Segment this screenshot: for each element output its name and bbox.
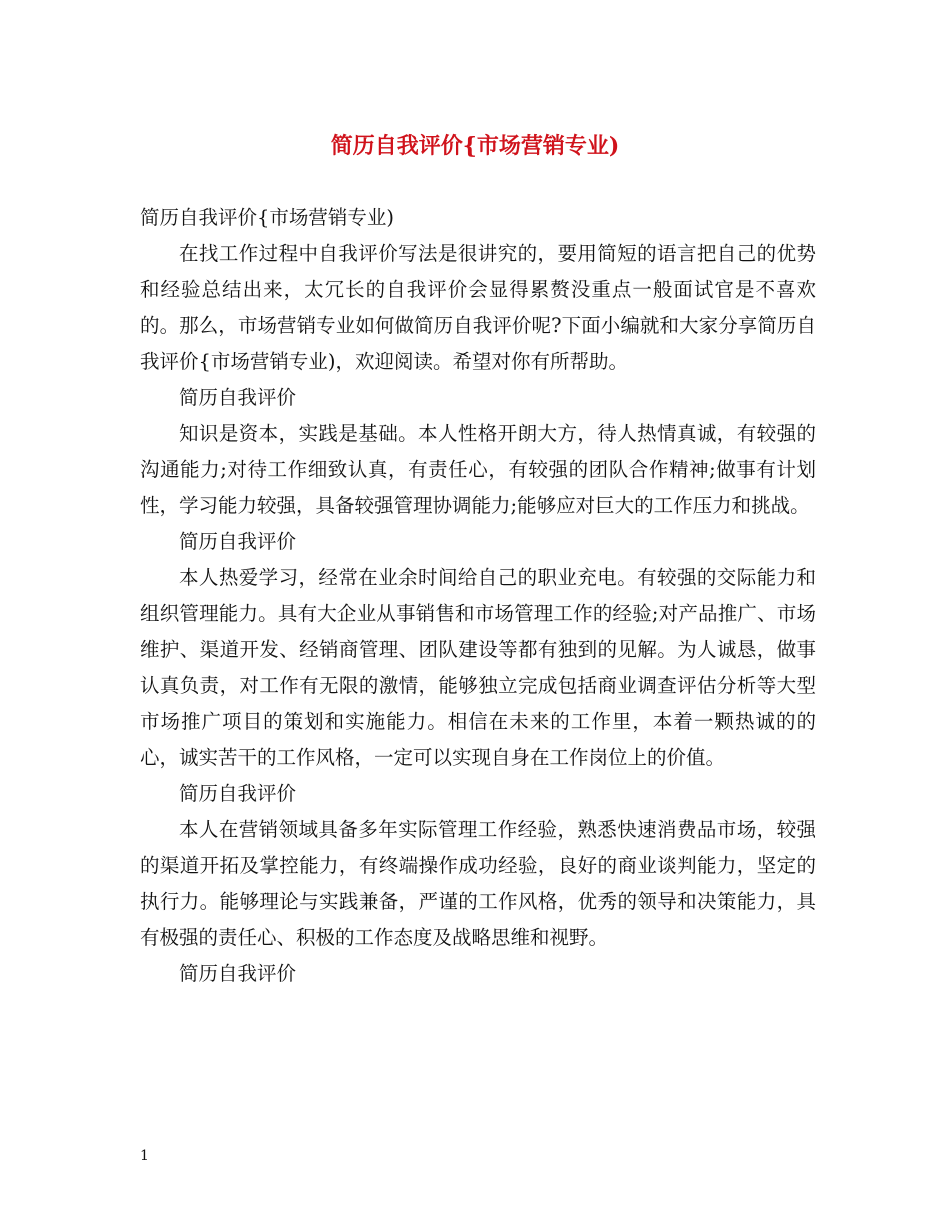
paragraph-evaluation-2: 本人热爱学习，经常在业余时间给自己的职业充电。有较强的交际能力和组织管理能力。具有大企业从事销售和市场管理工作的经验;对产品推广、市场维护、渠道开发、经销商管理、团队建设等都有独到的见解。为人诚恳，做事认真负责，对工作有无限的激情，能够独立完成包括商业调查评估分析等大型市场推广项目的策划和实施能力。相信在未来的工作里，本着一颗热诚的的心，诚实苦干的工作风格，一定可以实现自身在工作岗位上的价值。 bbox=[140, 566, 816, 769]
document-title: 简历自我评价{市场营销专业) bbox=[330, 133, 620, 159]
document-body bbox=[140, 200, 816, 992]
section-heading-4: 简历自我评价 bbox=[179, 962, 297, 985]
paragraph-evaluation-1: 知识是资本，实践是基础。本人性格开朗大方，待人热情真诚，有较强的沟通能力;对待工作细致认真，有责任心，有较强的团队合作精神;做事有计划性，学习能力较强，具备较强管理协调能力;能够应对巨大的工作压力和挑战。 bbox=[140, 422, 816, 517]
paragraph-evaluation-3: 本人在营销领域具备多年实际管理工作经验，熟悉快速消费品市场，较强的渠道开拓及掌控能力，有终端操作成功经验，良好的商业谈判能力，坚定的执行力。能够理论与实践兼备，严谨的工作风格，优秀的领导和决策能力，具有极强的责任心、积极的工作态度及战略思维和视野。 bbox=[140, 818, 816, 949]
page-number: 1 bbox=[140, 1148, 149, 1164]
section-heading-1: 简历自我评价 bbox=[179, 386, 297, 409]
paragraph-intro: 在找工作过程中自我评价写法是很讲究的，要用简短的语言把自己的优势和经验总结出来，太冗长的自我评价会显得累赘没重点一般面试官是不喜欢的。那么，市场营销专业如何做简历自我评价呢?下面小编就和大家分享简历自我评价{市场营销专业)，欢迎阅读。希望对你有所帮助。 bbox=[140, 242, 816, 373]
paragraph-heading-intro: 简历自我评价{市场营销专业) bbox=[140, 206, 395, 229]
section-heading-3: 简历自我评价 bbox=[179, 782, 297, 805]
section-heading-2: 简历自我评价 bbox=[179, 530, 297, 553]
